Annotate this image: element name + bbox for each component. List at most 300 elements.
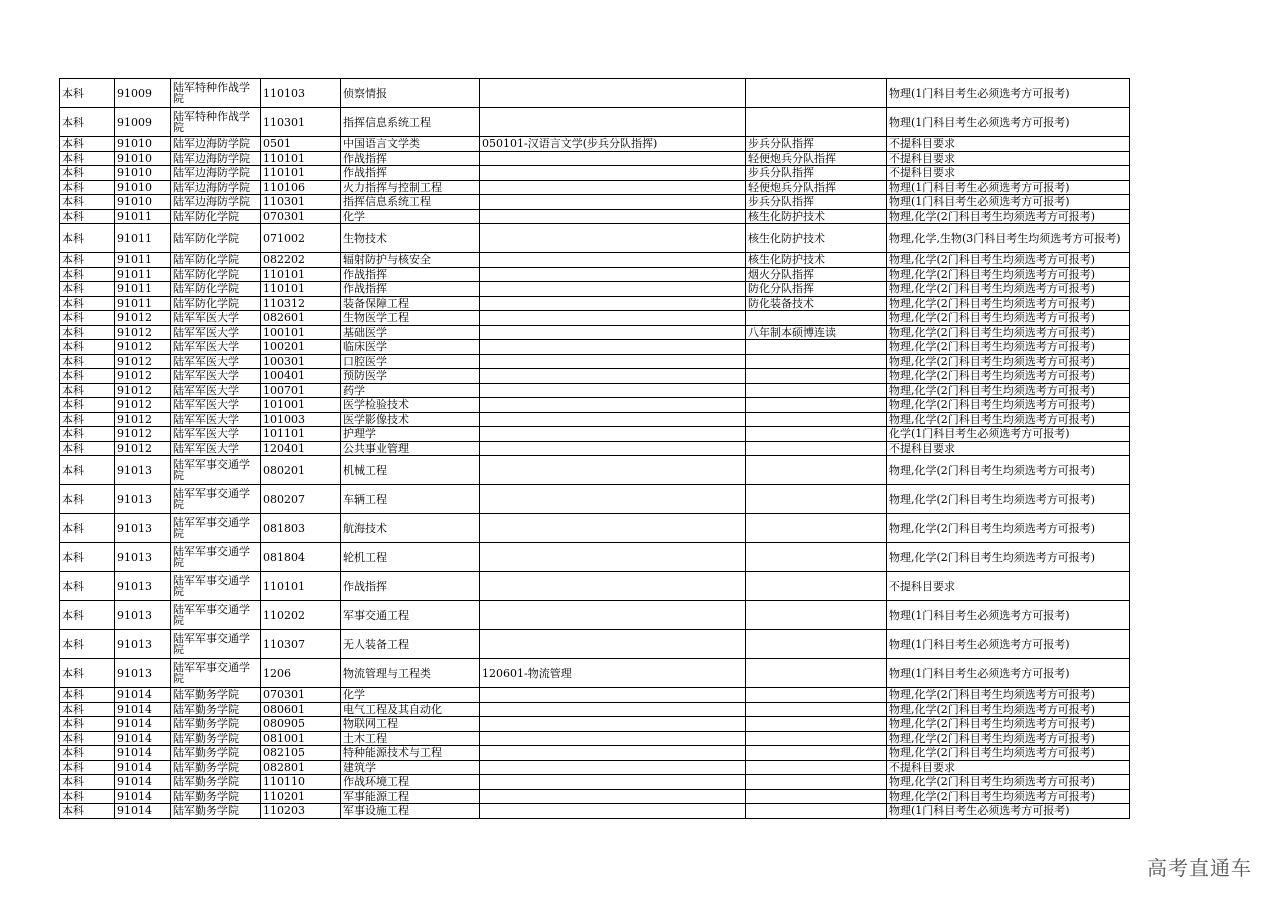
cell-training-note <box>746 717 887 732</box>
cell-direction <box>480 760 746 775</box>
cell-major-name: 医学影像技术 <box>341 412 480 427</box>
cell-direction: 120601-物流管理 <box>480 659 746 688</box>
cell-code: 91013 <box>115 485 171 514</box>
cell-level: 本科 <box>60 340 115 355</box>
cell-code: 91014 <box>115 731 171 746</box>
cell-major-code: 110103 <box>261 79 341 108</box>
cell-code: 91011 <box>115 224 171 253</box>
cell-major-code: 082601 <box>261 311 341 326</box>
cell-direction <box>480 325 746 340</box>
cell-major-name: 药学 <box>341 383 480 398</box>
table-row <box>60 572 1130 601</box>
cell-level: 本科 <box>60 267 115 282</box>
cell-level: 本科 <box>60 688 115 703</box>
cell-code: 91012 <box>115 354 171 369</box>
cell-direction <box>480 369 746 384</box>
cell-direction <box>480 340 746 355</box>
cell-code: 91010 <box>115 137 171 152</box>
cell-school: 陆军边海防学院 <box>171 137 261 152</box>
cell-major-code: 100301 <box>261 354 341 369</box>
cell-school: 陆军军医大学 <box>171 325 261 340</box>
cell-major-code: 110301 <box>261 195 341 210</box>
cell-major-name: 辐射防护与核安全 <box>341 253 480 268</box>
cell-direction <box>480 789 746 804</box>
table-row <box>60 543 1130 572</box>
cell-major-name: 火力指挥与控制工程 <box>341 180 480 195</box>
cell-direction <box>480 804 746 819</box>
cell-school: 陆军军事交通学院 <box>171 659 261 688</box>
cell-level: 本科 <box>60 195 115 210</box>
cell-major-name: 作战指挥 <box>341 151 480 166</box>
cell-subject-requirement: 不提科目要求 <box>887 760 1130 775</box>
cell-major-code: 080905 <box>261 717 341 732</box>
cell-level: 本科 <box>60 427 115 442</box>
cell-level: 本科 <box>60 137 115 152</box>
cell-training-note: 防化装备技术 <box>746 296 887 311</box>
cell-code: 91013 <box>115 572 171 601</box>
cell-major-code: 110101 <box>261 282 341 297</box>
cell-code: 91013 <box>115 514 171 543</box>
cell-major-code: 101001 <box>261 398 341 413</box>
cell-major-code: 110101 <box>261 151 341 166</box>
cell-school: 陆军防化学院 <box>171 253 261 268</box>
cell-major-code: 081804 <box>261 543 341 572</box>
cell-major-name: 航海技术 <box>341 514 480 543</box>
cell-major-name: 电气工程及其自动化 <box>341 702 480 717</box>
cell-subject-requirement: 物理,化学(2门科目考生均须选考方可报考) <box>887 340 1130 355</box>
cell-code: 91010 <box>115 180 171 195</box>
cell-major-name: 生物医学工程 <box>341 311 480 326</box>
cell-subject-requirement: 物理(1门科目考生必须选考方可报考) <box>887 659 1130 688</box>
cell-code: 91014 <box>115 717 171 732</box>
table-row <box>60 325 1130 340</box>
cell-level: 本科 <box>60 383 115 398</box>
cell-subject-requirement: 物理(1门科目考生必须选考方可报考) <box>887 180 1130 195</box>
cell-school: 陆军军医大学 <box>171 412 261 427</box>
cell-training-note: 轻便炮兵分队指挥 <box>746 180 887 195</box>
cell-code: 91013 <box>115 630 171 659</box>
cell-school: 陆军勤务学院 <box>171 688 261 703</box>
cell-school: 陆军勤务学院 <box>171 760 261 775</box>
cell-major-name: 指挥信息系统工程 <box>341 108 480 137</box>
table-row <box>60 209 1130 224</box>
cell-school: 陆军边海防学院 <box>171 180 261 195</box>
cell-direction <box>480 79 746 108</box>
cell-training-note <box>746 427 887 442</box>
cell-major-name: 装备保障工程 <box>341 296 480 311</box>
cell-training-note: 步兵分队指挥 <box>746 166 887 181</box>
cell-level: 本科 <box>60 180 115 195</box>
cell-school: 陆军军事交通学院 <box>171 485 261 514</box>
table-row <box>60 789 1130 804</box>
cell-subject-requirement: 物理,化学(2门科目考生均须选考方可报考) <box>887 456 1130 485</box>
cell-direction <box>480 630 746 659</box>
cell-direction <box>480 383 746 398</box>
cell-code: 91009 <box>115 79 171 108</box>
cell-code: 91010 <box>115 151 171 166</box>
cell-major-name: 作战指挥 <box>341 282 480 297</box>
cell-major-code: 0501 <box>261 137 341 152</box>
cell-level: 本科 <box>60 804 115 819</box>
table-row <box>60 224 1130 253</box>
cell-direction <box>480 224 746 253</box>
cell-major-code: 080601 <box>261 702 341 717</box>
cell-school: 陆军防化学院 <box>171 296 261 311</box>
cell-major-code: 100701 <box>261 383 341 398</box>
cell-subject-requirement: 物理,化学(2门科目考生均须选考方可报考) <box>887 398 1130 413</box>
table-row <box>60 702 1130 717</box>
cell-direction: 050101-汉语言文学(步兵分队指挥) <box>480 137 746 152</box>
cell-major-name: 生物技术 <box>341 224 480 253</box>
cell-level: 本科 <box>60 151 115 166</box>
cell-direction <box>480 456 746 485</box>
cell-code: 91014 <box>115 746 171 761</box>
cell-direction <box>480 166 746 181</box>
table-row <box>60 369 1130 384</box>
cell-level: 本科 <box>60 311 115 326</box>
cell-subject-requirement: 物理,化学(2门科目考生均须选考方可报考) <box>887 731 1130 746</box>
cell-school: 陆军军事交通学院 <box>171 601 261 630</box>
table-row <box>60 456 1130 485</box>
cell-code: 91011 <box>115 282 171 297</box>
table-row <box>60 427 1130 442</box>
cell-school: 陆军防化学院 <box>171 267 261 282</box>
table-row <box>60 267 1130 282</box>
cell-major-name: 特种能源技术与工程 <box>341 746 480 761</box>
cell-level: 本科 <box>60 485 115 514</box>
cell-major-code: 080207 <box>261 485 341 514</box>
cell-major-name: 车辆工程 <box>341 485 480 514</box>
table-row <box>60 166 1130 181</box>
cell-training-note <box>746 412 887 427</box>
cell-training-note <box>746 456 887 485</box>
cell-school: 陆军防化学院 <box>171 209 261 224</box>
cell-training-note: 步兵分队指挥 <box>746 195 887 210</box>
cell-subject-requirement: 物理,化学(2门科目考生均须选考方可报考) <box>887 369 1130 384</box>
table-row <box>60 151 1130 166</box>
table-row <box>60 630 1130 659</box>
cell-subject-requirement: 物理,化学(2门科目考生均须选考方可报考) <box>887 543 1130 572</box>
cell-subject-requirement: 不提科目要求 <box>887 572 1130 601</box>
cell-school: 陆军边海防学院 <box>171 166 261 181</box>
cell-level: 本科 <box>60 717 115 732</box>
cell-level: 本科 <box>60 601 115 630</box>
table-row <box>60 137 1130 152</box>
cell-major-name: 侦察情报 <box>341 79 480 108</box>
table-row <box>60 282 1130 297</box>
cell-code: 91014 <box>115 702 171 717</box>
cell-direction <box>480 398 746 413</box>
cell-school: 陆军防化学院 <box>171 282 261 297</box>
cell-major-name: 无人装备工程 <box>341 630 480 659</box>
cell-school: 陆军军事交通学院 <box>171 514 261 543</box>
cell-major-code: 082202 <box>261 253 341 268</box>
cell-training-note <box>746 383 887 398</box>
cell-major-code: 101003 <box>261 412 341 427</box>
cell-training-note <box>746 760 887 775</box>
cell-subject-requirement: 物理,化学(2门科目考生均须选考方可报考) <box>887 688 1130 703</box>
cell-code: 91012 <box>115 369 171 384</box>
cell-direction <box>480 702 746 717</box>
cell-training-note: 步兵分队指挥 <box>746 137 887 152</box>
cell-training-note: 核生化防护技术 <box>746 224 887 253</box>
cell-major-name: 公共事业管理 <box>341 441 480 456</box>
cell-direction <box>480 688 746 703</box>
cell-code: 91011 <box>115 209 171 224</box>
cell-major-name: 作战指挥 <box>341 166 480 181</box>
cell-major-name: 口腔医学 <box>341 354 480 369</box>
table-row <box>60 195 1130 210</box>
cell-major-code: 110101 <box>261 166 341 181</box>
cell-major-name: 临床医学 <box>341 340 480 355</box>
cell-code: 91014 <box>115 688 171 703</box>
cell-subject-requirement: 不提科目要求 <box>887 166 1130 181</box>
cell-school: 陆军勤务学院 <box>171 717 261 732</box>
cell-major-name: 建筑学 <box>341 760 480 775</box>
cell-level: 本科 <box>60 79 115 108</box>
cell-direction <box>480 572 746 601</box>
cell-major-name: 医学检验技术 <box>341 398 480 413</box>
table-row <box>60 804 1130 819</box>
cell-level: 本科 <box>60 775 115 790</box>
cell-training-note <box>746 630 887 659</box>
cell-code: 91013 <box>115 543 171 572</box>
cell-code: 91013 <box>115 601 171 630</box>
cell-level: 本科 <box>60 296 115 311</box>
cell-training-note: 轻便炮兵分队指挥 <box>746 151 887 166</box>
cell-major-name: 中国语言文学类 <box>341 137 480 152</box>
cell-major-code: 120401 <box>261 441 341 456</box>
table-row <box>60 412 1130 427</box>
cell-direction <box>480 717 746 732</box>
cell-subject-requirement: 化学(1门科目考生必须选考方可报考) <box>887 427 1130 442</box>
cell-training-note <box>746 746 887 761</box>
cell-training-note <box>746 441 887 456</box>
cell-training-note <box>746 311 887 326</box>
cell-level: 本科 <box>60 253 115 268</box>
cell-major-code: 082801 <box>261 760 341 775</box>
cell-major-name: 护理学 <box>341 427 480 442</box>
cell-level: 本科 <box>60 325 115 340</box>
cell-major-code: 110312 <box>261 296 341 311</box>
cell-direction <box>480 543 746 572</box>
cell-school: 陆军军医大学 <box>171 311 261 326</box>
cell-training-note <box>746 485 887 514</box>
table-row <box>60 775 1130 790</box>
cell-training-note <box>746 340 887 355</box>
cell-training-note: 防化分队指挥 <box>746 282 887 297</box>
cell-code: 91010 <box>115 195 171 210</box>
cell-major-name: 军事设施工程 <box>341 804 480 819</box>
cell-school: 陆军特种作战学院 <box>171 79 261 108</box>
cell-school: 陆军军医大学 <box>171 383 261 398</box>
cell-direction <box>480 354 746 369</box>
cell-level: 本科 <box>60 441 115 456</box>
cell-major-code: 080201 <box>261 456 341 485</box>
cell-direction <box>480 412 746 427</box>
cell-subject-requirement: 物理,化学(2门科目考生均须选考方可报考) <box>887 485 1130 514</box>
cell-school: 陆军勤务学院 <box>171 789 261 804</box>
cell-major-name: 机械工程 <box>341 456 480 485</box>
cell-code: 91012 <box>115 311 171 326</box>
cell-subject-requirement: 物理,化学(2门科目考生均须选考方可报考) <box>887 412 1130 427</box>
cell-major-code: 110110 <box>261 775 341 790</box>
cell-major-code: 100401 <box>261 369 341 384</box>
cell-code: 91011 <box>115 253 171 268</box>
table-row <box>60 441 1130 456</box>
cell-level: 本科 <box>60 369 115 384</box>
cell-major-code: 100101 <box>261 325 341 340</box>
cell-direction <box>480 180 746 195</box>
cell-major-name: 作战环境工程 <box>341 775 480 790</box>
cell-level: 本科 <box>60 659 115 688</box>
cell-code: 91012 <box>115 383 171 398</box>
cell-major-code: 110201 <box>261 789 341 804</box>
cell-direction <box>480 775 746 790</box>
table-row <box>60 688 1130 703</box>
cell-level: 本科 <box>60 166 115 181</box>
cell-subject-requirement: 物理,化学(2门科目考生均须选考方可报考) <box>887 253 1130 268</box>
cell-subject-requirement: 不提科目要求 <box>887 137 1130 152</box>
cell-direction <box>480 441 746 456</box>
cell-level: 本科 <box>60 572 115 601</box>
cell-school: 陆军防化学院 <box>171 224 261 253</box>
cell-subject-requirement: 物理,化学(2门科目考生均须选考方可报考) <box>887 282 1130 297</box>
cell-subject-requirement: 物理,化学(2门科目考生均须选考方可报考) <box>887 311 1130 326</box>
cell-training-note <box>746 775 887 790</box>
cell-code: 91014 <box>115 789 171 804</box>
cell-level: 本科 <box>60 789 115 804</box>
cell-major-name: 基础医学 <box>341 325 480 340</box>
cell-subject-requirement: 不提科目要求 <box>887 151 1130 166</box>
cell-major-code: 070301 <box>261 688 341 703</box>
cell-level: 本科 <box>60 282 115 297</box>
cell-training-note: 核生化防护技术 <box>746 209 887 224</box>
cell-school: 陆军勤务学院 <box>171 702 261 717</box>
cell-school: 陆军军事交通学院 <box>171 630 261 659</box>
cell-major-code: 110202 <box>261 601 341 630</box>
cell-subject-requirement: 物理,化学(2门科目考生均须选考方可报考) <box>887 296 1130 311</box>
watermark-logo: 高考直通车 <box>1147 856 1252 880</box>
cell-subject-requirement: 物理,化学(2门科目考生均须选考方可报考) <box>887 775 1130 790</box>
cell-subject-requirement: 物理,化学(2门科目考生均须选考方可报考) <box>887 717 1130 732</box>
cell-direction <box>480 514 746 543</box>
table-row <box>60 760 1130 775</box>
cell-major-name: 指挥信息系统工程 <box>341 195 480 210</box>
cell-training-note <box>746 514 887 543</box>
cell-school: 陆军军事交通学院 <box>171 572 261 601</box>
cell-subject-requirement: 不提科目要求 <box>887 441 1130 456</box>
cell-direction <box>480 195 746 210</box>
cell-school: 陆军军医大学 <box>171 340 261 355</box>
cell-school: 陆军边海防学院 <box>171 151 261 166</box>
cell-training-note: 烟火分队指挥 <box>746 267 887 282</box>
cell-training-note <box>746 543 887 572</box>
cell-code: 91012 <box>115 441 171 456</box>
cell-subject-requirement: 物理,化学(2门科目考生均须选考方可报考) <box>887 702 1130 717</box>
cell-major-code: 081001 <box>261 731 341 746</box>
cell-major-code: 100201 <box>261 340 341 355</box>
cell-training-note <box>746 108 887 137</box>
cell-school: 陆军勤务学院 <box>171 775 261 790</box>
cell-level: 本科 <box>60 209 115 224</box>
table-row <box>60 398 1130 413</box>
cell-major-name: 物联网工程 <box>341 717 480 732</box>
cell-level: 本科 <box>60 412 115 427</box>
cell-level: 本科 <box>60 108 115 137</box>
cell-level: 本科 <box>60 354 115 369</box>
cell-school: 陆军特种作战学院 <box>171 108 261 137</box>
cell-code: 91013 <box>115 659 171 688</box>
cell-direction <box>480 267 746 282</box>
cell-school: 陆军勤务学院 <box>171 746 261 761</box>
cell-school: 陆军边海防学院 <box>171 195 261 210</box>
cell-major-code: 110203 <box>261 804 341 819</box>
cell-major-code: 101101 <box>261 427 341 442</box>
cell-training-note <box>746 659 887 688</box>
cell-level: 本科 <box>60 746 115 761</box>
admission-table <box>59 78 1130 819</box>
cell-subject-requirement: 物理(1门科目考生必须选考方可报考) <box>887 195 1130 210</box>
cell-direction <box>480 485 746 514</box>
cell-subject-requirement: 物理,化学(2门科目考生均须选考方可报考) <box>887 383 1130 398</box>
cell-code: 91014 <box>115 775 171 790</box>
cell-major-name: 作战指挥 <box>341 267 480 282</box>
cell-training-note <box>746 398 887 413</box>
cell-major-code: 110307 <box>261 630 341 659</box>
table-row <box>60 79 1130 108</box>
cell-school: 陆军军医大学 <box>171 441 261 456</box>
cell-direction <box>480 311 746 326</box>
cell-school: 陆军军事交通学院 <box>171 543 261 572</box>
cell-subject-requirement: 物理(1门科目考生必须选考方可报考) <box>887 601 1130 630</box>
cell-direction <box>480 427 746 442</box>
table-row <box>60 180 1130 195</box>
cell-code: 91014 <box>115 760 171 775</box>
cell-training-note <box>746 601 887 630</box>
table-row <box>60 746 1130 761</box>
cell-subject-requirement: 物理,化学(2门科目考生均须选考方可报考) <box>887 325 1130 340</box>
cell-level: 本科 <box>60 702 115 717</box>
table-row <box>60 717 1130 732</box>
cell-level: 本科 <box>60 630 115 659</box>
cell-major-code: 1206 <box>261 659 341 688</box>
table-row <box>60 659 1130 688</box>
cell-code: 91012 <box>115 340 171 355</box>
cell-subject-requirement: 物理,化学(2门科目考生均须选考方可报考) <box>887 514 1130 543</box>
cell-major-code: 110101 <box>261 572 341 601</box>
cell-major-code: 110301 <box>261 108 341 137</box>
cell-level: 本科 <box>60 456 115 485</box>
cell-code: 91012 <box>115 325 171 340</box>
cell-training-note <box>746 572 887 601</box>
cell-level: 本科 <box>60 731 115 746</box>
cell-direction <box>480 282 746 297</box>
cell-major-name: 轮机工程 <box>341 543 480 572</box>
cell-subject-requirement: 物理,化学(2门科目考生均须选考方可报考) <box>887 789 1130 804</box>
cell-code: 91012 <box>115 398 171 413</box>
cell-training-note <box>746 354 887 369</box>
cell-training-note <box>746 688 887 703</box>
cell-subject-requirement: 物理,化学(2门科目考生均须选考方可报考) <box>887 209 1130 224</box>
cell-training-note <box>746 79 887 108</box>
cell-major-code: 082105 <box>261 746 341 761</box>
cell-direction <box>480 151 746 166</box>
cell-major-name: 作战指挥 <box>341 572 480 601</box>
cell-subject-requirement: 物理,化学(2门科目考生均须选考方可报考) <box>887 354 1130 369</box>
table-row <box>60 253 1130 268</box>
cell-subject-requirement: 物理,化学(2门科目考生均须选考方可报考) <box>887 746 1130 761</box>
